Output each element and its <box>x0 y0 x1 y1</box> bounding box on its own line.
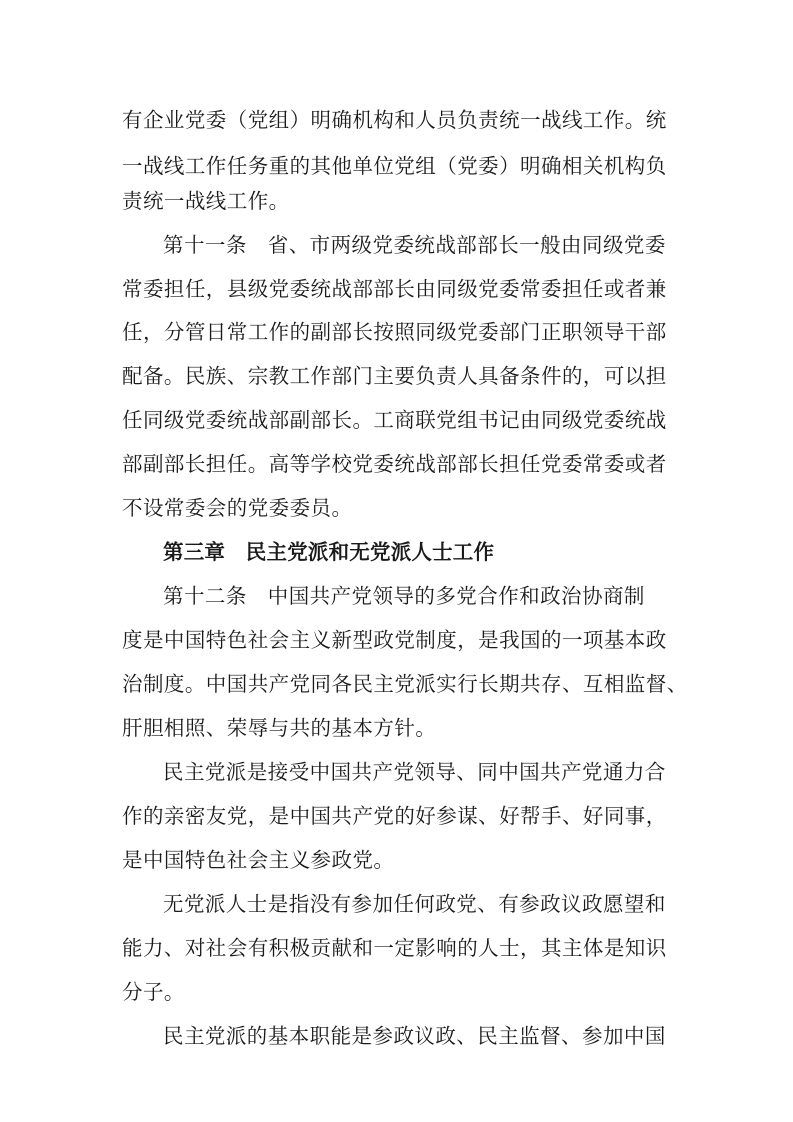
text-line: 部副部长担任。高等学校党委统战部部长担任党委常委或者 <box>122 452 667 476</box>
text-line: 是中国特色社会主义参政党。 <box>122 848 395 872</box>
article-12-start: 第十二条 中国共产党领导的多党合作和政治协商制 <box>163 584 645 608</box>
article-11-start: 第十一条 省、市两级党委统战部部长一般由同级党委 <box>163 233 666 257</box>
text-line: 有企业党委（党组）明确机构和人员负责统一战线工作。统 <box>122 108 667 132</box>
text-line: 度是中国特色社会主义新型政党制度，是我国的一项基本政 <box>122 628 667 652</box>
paragraph-start: 民主党派是接受中国共产党领导、同中国共产党通力合 <box>163 760 666 784</box>
text-line: 作的亲密友党，是中国共产党的好参谋、好帮手、好同事， <box>122 804 667 828</box>
paragraph-start: 无党派人士是指没有参加任何政党、有参政议政愿望和 <box>163 892 666 916</box>
text-line: 任，分管日常工作的副部长按照同级党委部门正职领导干部 <box>122 320 667 344</box>
text-line: 不设常委会的党委委员。 <box>122 496 353 520</box>
text-line: 分子。 <box>122 980 185 1004</box>
text-line: 常委担任，县级党委统战部部长由同级党委常委担任或者兼 <box>122 277 667 301</box>
text-line: 治制度。中国共产党同各民主党派实行长期共存、互相监督、 <box>122 672 688 696</box>
text-line: 配备。民族、宗教工作部门主要负责人具备条件的，可以担 <box>122 364 667 388</box>
text-line: 一战线工作任务重的其他单位党组（党委）明确相关机构负 <box>122 154 667 178</box>
text-line: 任同级党委统战部副部长。工商联党组书记由同级党委统战 <box>122 408 667 432</box>
chapter-heading: 第三章 民主党派和无党派人士工作 <box>163 540 495 564</box>
text-line: 肝胆相照、荣辱与共的基本方针。 <box>122 716 437 740</box>
text-line: 责统一战线工作。 <box>122 189 290 213</box>
paragraph-start: 民主党派的基本职能是参政议政、民主监督、参加中国 <box>163 1024 666 1048</box>
text-line: 能力、对社会有积极贡献和一定影响的人士，其主体是知识 <box>122 936 667 960</box>
